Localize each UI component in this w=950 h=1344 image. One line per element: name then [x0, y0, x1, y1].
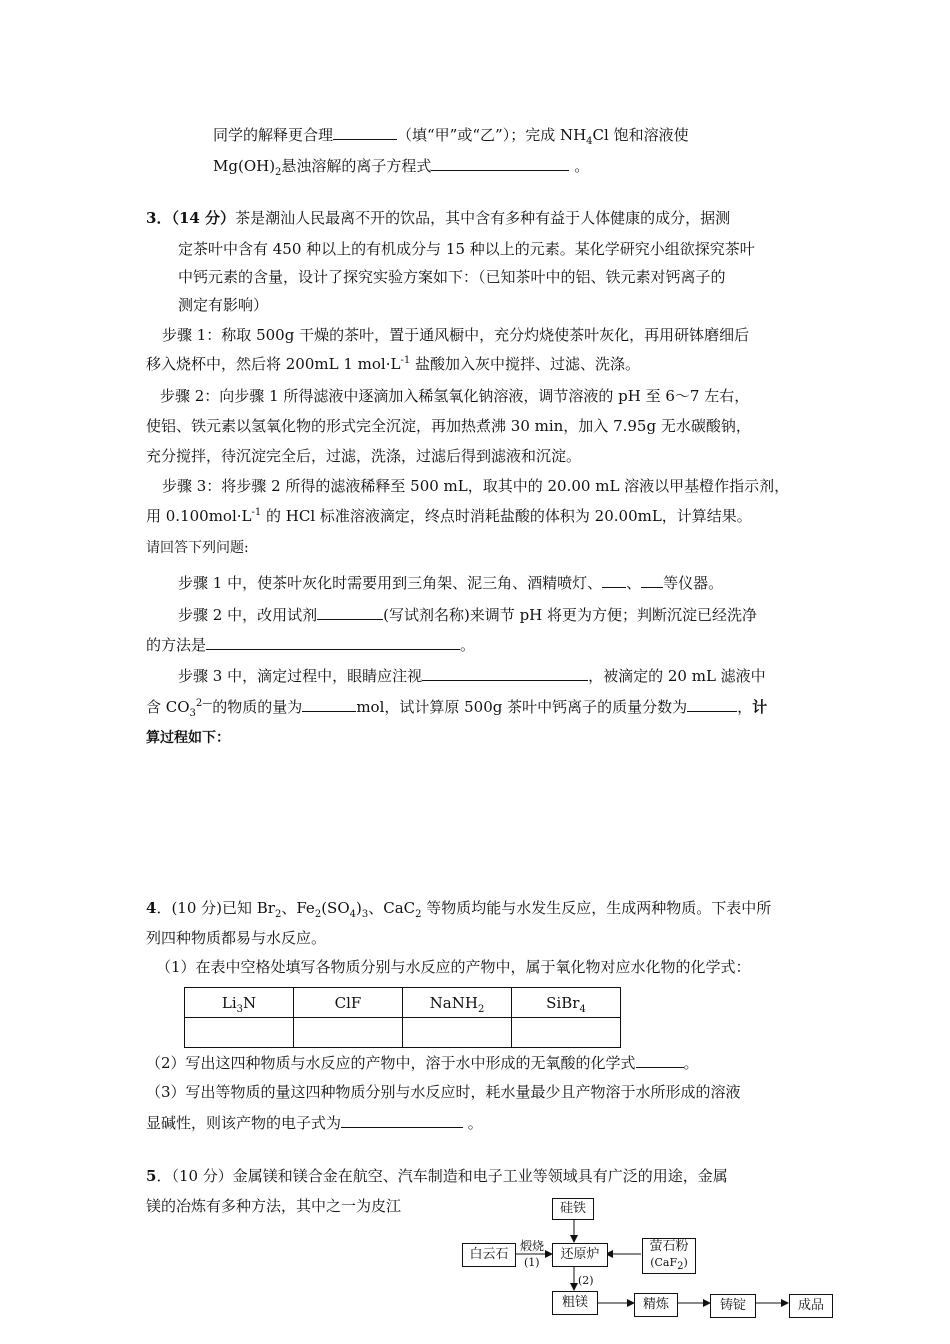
- q4-line2: 列四种物质都易与水反应。: [146, 929, 327, 947]
- table-header-cell: SiBr$_4$: [512, 988, 621, 1018]
- node-fluorite: 萤石粉 (CaF$_2$): [642, 1238, 696, 1274]
- answer2-line1: 步骤 2 中，改用试剂 (写试剂名称)来调节 pH 将更为方便；判断沉淀已经洗净: [178, 606, 758, 624]
- node-refining: 精炼: [634, 1293, 678, 1317]
- step1-line2: 移入烧杯中，然后将 200mL 1 $mol\cdot L^{-1}$ 盐酸加入灰中搅拌、过滤、洗涤。: [146, 355, 640, 373]
- question-number: 3: [146, 209, 157, 227]
- q5-line2: 镁的冶炼有多种方法，其中之一为皮江: [146, 1197, 402, 1215]
- answer3-line1: 步骤 3 中，滴定过程中，眼睛应注视 ，被滴定的 20 mL 滤液中: [178, 667, 766, 685]
- node-ingot: 铸锭: [710, 1294, 756, 1318]
- answer2-line2: 的方法是 。: [146, 636, 476, 654]
- label-step1: (1): [524, 1256, 540, 1269]
- q2-line1: 同学的解释更合理 （填“甲”或“乙”）；完成 $NH_4Cl$ 饱和溶液使: [213, 126, 689, 147]
- answer3-line2: 含 $CO_3^{2—}$的物质的量为 mol，试计算原 500g 茶叶中钙离子的质量分数为 ，计: [146, 698, 768, 719]
- q3-line1: 3．（14 分）茶是潮汕人民最离不开的饮品，其中含有多种有益于人体健康的成分，据测: [146, 209, 731, 227]
- q3-line3: 中钙元素的含量，设计了探究实验方案如下：（已知茶叶中的铝、铁元素对钙离子的: [178, 268, 726, 286]
- answer-prompt: 请回答下列问题:: [146, 540, 249, 556]
- step2-line2: 使铝、铁元素以氢氧化物的形式完全沉淀，再加热煮沸 30 min，加入 7.95g 无水碳酸钠，: [146, 417, 751, 435]
- q2-line2: $Mg(OH)_2$悬浊溶解的离子方程式 。: [213, 157, 590, 178]
- calc-heading: 算过程如下：: [146, 730, 230, 746]
- node-crude-magnesium: 粗镁: [552, 1291, 598, 1315]
- q3-line4: 测定有影响）: [178, 296, 269, 314]
- node-product: 成品: [789, 1294, 833, 1318]
- step2-line3: 充分搅拌，待沉淀完全后，过滤，洗涤，过滤后得到滤液和沉淀。: [146, 447, 582, 465]
- node-reduction-furnace: 还原炉: [552, 1243, 608, 1267]
- step1-line1: 步骤 1：称取 500g 干燥的茶叶，置于通风橱中，充分灼烧使茶叶灰化，再用研钵磨细后: [162, 326, 750, 344]
- q4-part3-line2: 显碱性，则该产物的电子式为 。: [146, 1114, 483, 1132]
- question-score: （14 分）: [171, 209, 236, 227]
- answer1: 步骤 1 中，使茶叶灰化时需要用到三角架、泥三角、酒精喷灯、 、 等仪器。: [178, 574, 724, 592]
- table-header-cell: ClF: [294, 988, 403, 1018]
- question-number: 4: [146, 899, 157, 917]
- node-dolomite: 白云石: [462, 1243, 516, 1267]
- q5-line1: 5．（10 分）金属镁和镁合金在航空、汽车制造和电子工业等领域具有广泛的用途，金属: [146, 1167, 728, 1185]
- q4-part1: （1）在表中空格处填写各物质分别与水反应的产物中，属于氧化物对应水化物的化学式：: [156, 958, 751, 976]
- question-number: 5: [146, 1167, 157, 1185]
- label-calcine: 煅烧: [520, 1239, 545, 1253]
- step2-line1: 步骤 2：向步骤 1 所得滤液中逐滴加入稀氢氧化钠溶液，调节溶液的 pH 至 6～7 左右，: [160, 387, 750, 405]
- q4-part3-line1: （3）写出等物质的量这四种物质分别与水反应时，耗水量最少且产物溶于水所形成的溶液: [146, 1083, 741, 1101]
- step3-line1: 步骤 3：将步骤 2 所得的滤液稀释至 500 mL，取其中的 20.00 mL 溶液以甲基橙作指示剂，: [162, 477, 790, 495]
- q4-part2: （2）写出这四种物质与水反应的产物中，溶于水中形成的无氧酸的化学式 。: [146, 1054, 699, 1072]
- q3-line2: 定茶叶中含有 450 种以上的有机成分与 15 种以上的元素。某化学研究小组欲探究茶叶: [178, 240, 755, 258]
- q4-line1: 4．(10 分)已知 $Br_2$、$Fe_2(SO_4)_3$、CaC$_2$ 等物质均能与水发生反应，生成两种物质。下表中所: [146, 899, 772, 920]
- step3-line2: 用 $0.100mol\cdot L^{-1}$ 的 HCl 标准溶液滴定，终点时消耗盐酸的体积为 20.00mL，计算结果。: [146, 507, 752, 525]
- node-ferrosilicon: 硅铁: [552, 1198, 594, 1220]
- table-header-cell: NaNH$_2$: [403, 988, 512, 1018]
- table-header-cell: $Li_3N$: [185, 988, 294, 1018]
- label-step2: (2): [578, 1274, 594, 1287]
